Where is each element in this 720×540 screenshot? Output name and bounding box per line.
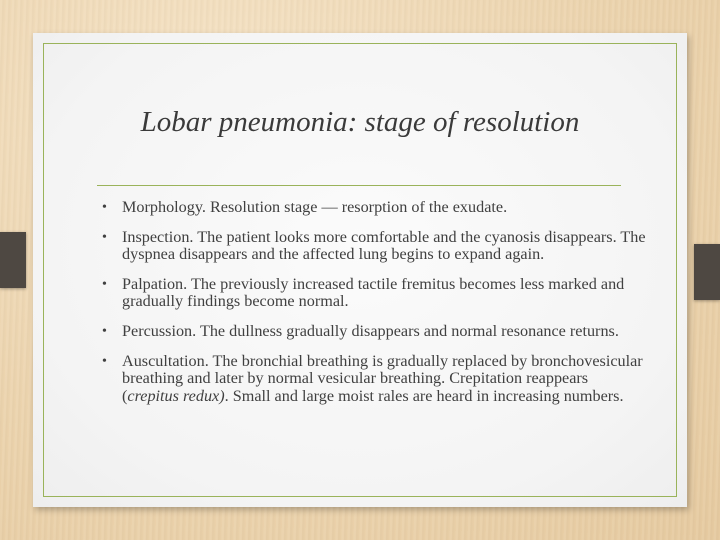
bullet-auscultation <box>102 353 646 406</box>
bullet-dot-icon: • <box>102 353 107 369</box>
bullet-list <box>102 199 646 417</box>
bullet-morphology <box>102 199 646 217</box>
bullet-dot-icon: • <box>102 229 107 245</box>
bullet-dot-icon: • <box>102 276 107 292</box>
bullet-dot-icon: • <box>102 200 107 215</box>
bullet-text: Auscultation. The bronchial breathing is gradually replaced by bronchovesicular breathing and later by normal vesicular breathing. Crepitation reappears ( <box>122 351 643 405</box>
slide-card <box>33 33 687 507</box>
slide-title: Lobar pneumonia: stage of resolution <box>140 106 580 138</box>
bullet-text: Morphology. Resolution stage — resorption of the exudate. <box>122 198 508 216</box>
bullet-text: Inspection. The patient looks more comfortable and the cyanosis disappears. The dyspnea disappears and the affected lung begins to expand again. <box>122 227 646 264</box>
bullet-inspection <box>102 229 646 264</box>
bullet-palpation <box>102 276 646 311</box>
left-side-tab <box>0 232 26 288</box>
bullet-text: Palpation. The previously increased tactile fremitus becomes less marked and gradually findings become normal. <box>122 274 625 311</box>
bullet-text: Percussion. The dullness gradually disappears and normal resonance returns. <box>122 321 619 340</box>
bullet-italic-term: crepitus redux) <box>127 386 225 405</box>
bullet-text-continued: . Small and large moist rales are heard in increasing numbers. <box>224 386 624 405</box>
right-side-tab <box>694 244 720 300</box>
title-divider <box>97 185 621 186</box>
bullet-dot-icon: • <box>102 323 107 339</box>
bullet-percussion <box>102 323 646 341</box>
